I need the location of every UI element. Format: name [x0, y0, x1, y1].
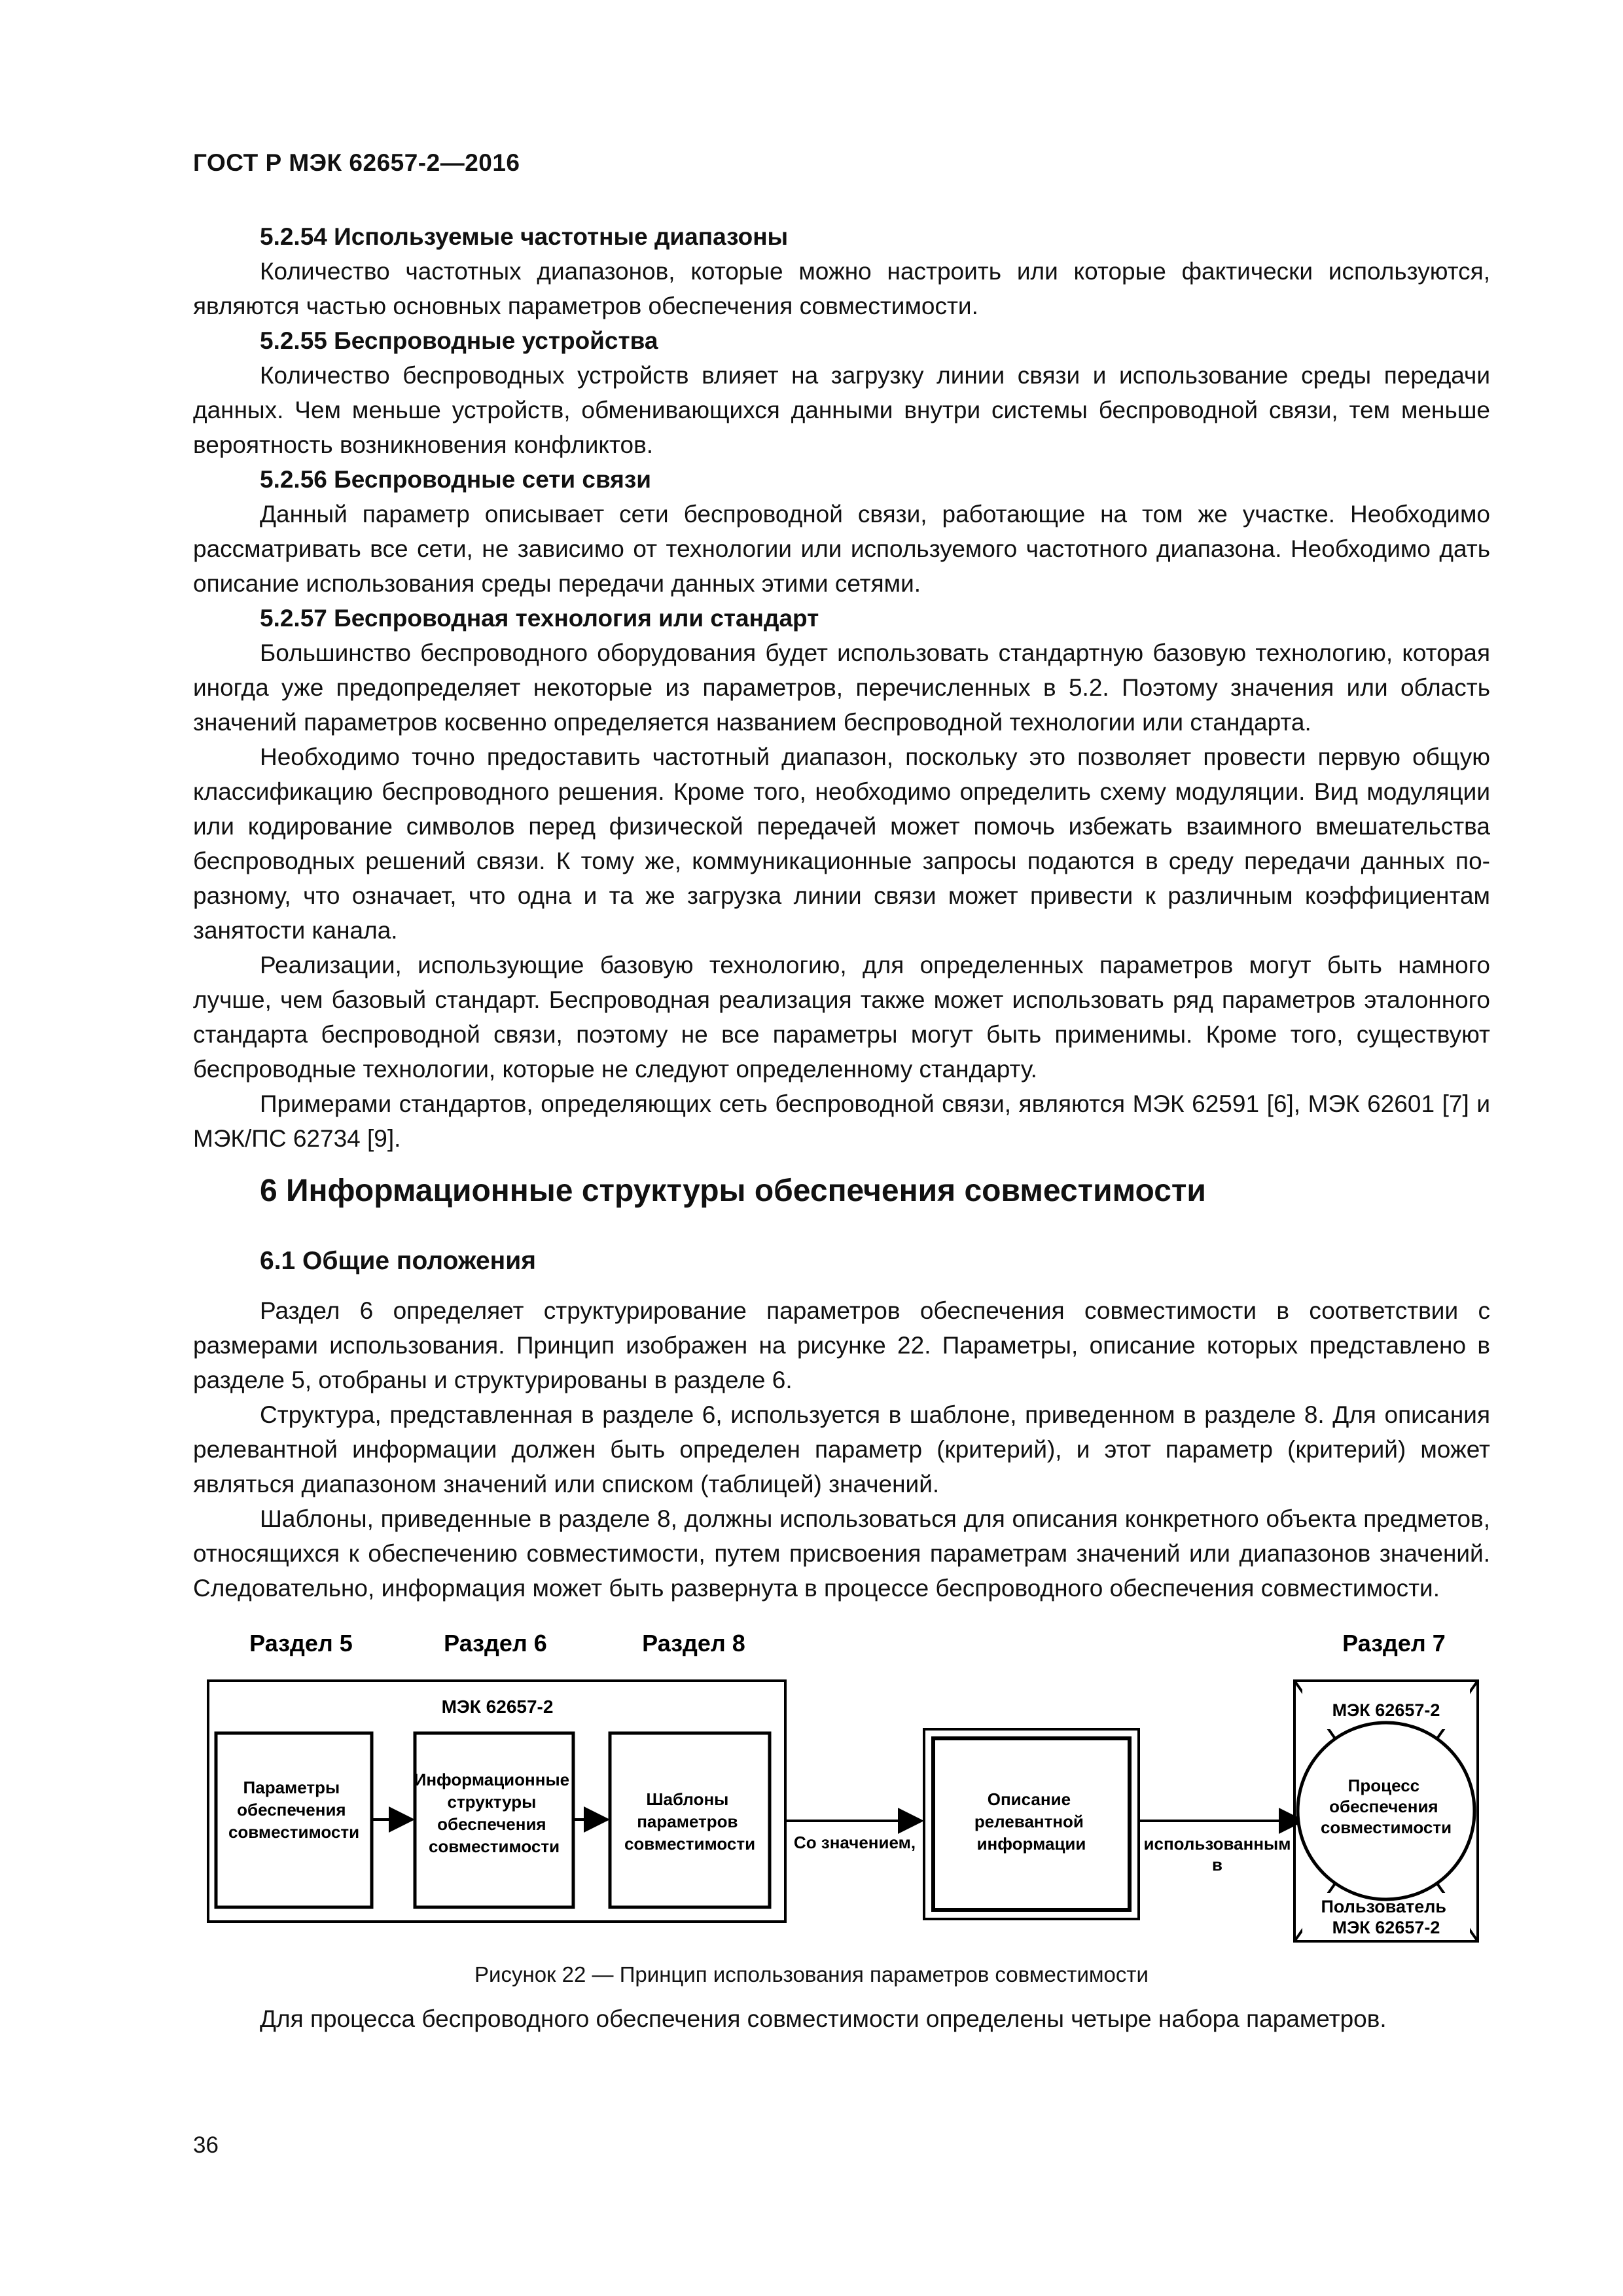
heading-5-2-57: 5.2.57 Беспроводная технология или стандарт	[260, 605, 819, 632]
paragraph: Данный параметр описывает сети беспроводной связи, работающие на том же участке. Необходимо рассматривать все сети, не зависимо от технологии или используемого частотного диапазона. Необходимо дать описание использования среды передачи данных этими сетями.	[193, 501, 1490, 597]
label-razdel-5: Раздел 5	[249, 1630, 353, 1657]
box-parameters-line: Параметры	[243, 1778, 340, 1797]
section-6	[193, 1172, 1490, 1605]
user-line: МЭК 62657-2	[1332, 1918, 1440, 1937]
box-parameters-line: обеспечения	[237, 1800, 346, 1820]
box-description-line: Описание	[987, 1789, 1071, 1809]
box-info-structures-line: обеспечения	[437, 1814, 546, 1834]
box-templates-line: совместимости	[624, 1834, 756, 1854]
heading-5-2-55: 5.2.55 Беспроводные устройства	[260, 327, 658, 354]
box-templates-line: Шаблоны	[646, 1789, 729, 1809]
process-line: обеспечения	[1329, 1797, 1438, 1816]
heading-section-6: 6 Информационные структуры обеспечения совместимости	[260, 1174, 1206, 1208]
paragraph: Необходимо точно предоставить частотный диапазон, поскольку это позволяет провести первую общую классификацию беспроводного решения. Кроме того, необходимо определить схему модуляции. Вид модуляции или кодирование символов перед физической передачей может помочь избежать взаимного вмешательства беспроводных решений связи. К тому же, коммуникационные запросы подаются в среду передачи данных по-разному, что означает, что одна и та же загрузка линии связи может привести к различным коэффициентам занятости канала.	[193, 744, 1490, 944]
svg-text:Описание релевантной	[974, 1789, 1088, 1854]
process-line: Процесс	[1347, 1776, 1420, 1795]
process-line: совместимости	[1320, 1818, 1452, 1837]
label-razdel-6: Раздел 6	[444, 1630, 547, 1657]
box-parameters-line: совместимости	[228, 1822, 360, 1842]
paragraph: Шаблоны, приведенные в разделе 8, должны использоваться для описания конкретного объекта предметов, относящихся к обеспечению совместимости, путем присвоения параметрам значений или диапазонов значений. Следовательно, информация может быть развернута в процессе беспроводного обеспечения совместимости.	[193, 1505, 1490, 1602]
figure-caption: Рисунок 22 — Принцип использования параметров совместимости	[474, 1962, 1149, 1986]
label-razdel-7: Раздел 7	[1342, 1630, 1446, 1657]
paragraph: Большинство беспроводного оборудования будет использовать стандартную базовую технологию, которая иногда уже предопределяет некоторые из параметров, перечисленных в 5.2. Поэтому значения или область значений параметров косвенно определяется названием беспроводной технологии или стандарта.	[193, 639, 1490, 736]
heading-5-2-54: 5.2.54 Используемые частотные диапазоны	[260, 223, 789, 250]
closing-paragraph-block	[193, 2001, 1490, 2036]
page-number: 36	[193, 2132, 219, 2158]
box-info-structures-line: совместимости	[428, 1837, 560, 1856]
svg-text:Информационные структу	[414, 1770, 575, 1856]
box-info-structures-line: структуры	[447, 1792, 537, 1812]
heading-5-2-56: 5.2.56 Беспроводные сети связи	[260, 466, 651, 493]
box-parameters	[216, 1733, 372, 1907]
arrow-label-used-in-2: в	[1212, 1855, 1222, 1874]
label-razdel-8: Раздел 8	[642, 1630, 745, 1657]
box-description-line: информации	[976, 1834, 1086, 1854]
paragraph: Для процесса беспроводного обеспечения совместимости определены четыре набора параметров.	[260, 2005, 1387, 2032]
paragraph: Структура, представленная в разделе 6, используется в шаблоне, приведенном в разделе 8. Для описания релевантной информации должен быть определен параметр (критерий), и этот параметр (критерий) может являться диапазоном значений или списком (таблицей) значений.	[193, 1401, 1490, 1498]
section-5-2-54-to-5-2-57	[193, 219, 1490, 1156]
paragraph: Количество беспроводных устройств влияет на загрузку линии связи и использование среды передачи данных. Чем меньше устройств, обменивающихся данными внутри системы беспроводной связи, тем меньше вероятность возникновения конфликтов.	[193, 362, 1490, 458]
iec-outer-label: МЭК 62657-2	[441, 1696, 554, 1717]
arrow-label-with-value: Со значением,	[793, 1833, 916, 1852]
box-templates-line: параметров	[637, 1812, 738, 1831]
arrow-label-used-in: использованным	[1143, 1834, 1291, 1854]
paragraph: Количество частотных диапазонов, которые можно настроить или которые фактически используются, являются частью основных параметров обеспечения совместимости.	[193, 258, 1490, 319]
paragraph: Примерами стандартов, определяющих сеть беспроводной связи, являются МЭК 62591 [6], МЭК 62601 [7] и МЭК/ПС 62734 [9].	[193, 1090, 1490, 1152]
document-header: ГОСТ Р МЭК 62657-2—2016	[193, 149, 520, 176]
svg-text:Шаблоны параметров	[624, 1789, 755, 1854]
paragraph: Реализации, использующие базовую технологию, для определенных параметров могут быть намного лучше, чем базовый стандарт. Беспроводная реализация также может использовать ряд параметров эталонного стандарта беспроводной связи, поэтому не все параметры могут быть применимы. Кроме того, существуют беспроводные технологии, которые не следуют определенному стандарту.	[193, 952, 1490, 1083]
paragraph: Раздел 6 определяет структурирование параметров обеспечения совместимости в соответствии с размерами использования. Принцип изображен на рисунке 22. Параметры, описание которых представлено в разделе 5, отобраны и структурированы в разделе 6.	[193, 1297, 1490, 1393]
heading-6-1: 6.1 Общие положения	[260, 1247, 536, 1275]
svg-text:Параметры обеспечения	[228, 1778, 359, 1842]
box-info-structures-line: Информационные	[414, 1770, 570, 1789]
user-line: Пользователь	[1321, 1897, 1446, 1916]
box-description-line: релевантной	[974, 1812, 1084, 1831]
iec-right-label: МЭК 62657-2	[1332, 1700, 1440, 1720]
